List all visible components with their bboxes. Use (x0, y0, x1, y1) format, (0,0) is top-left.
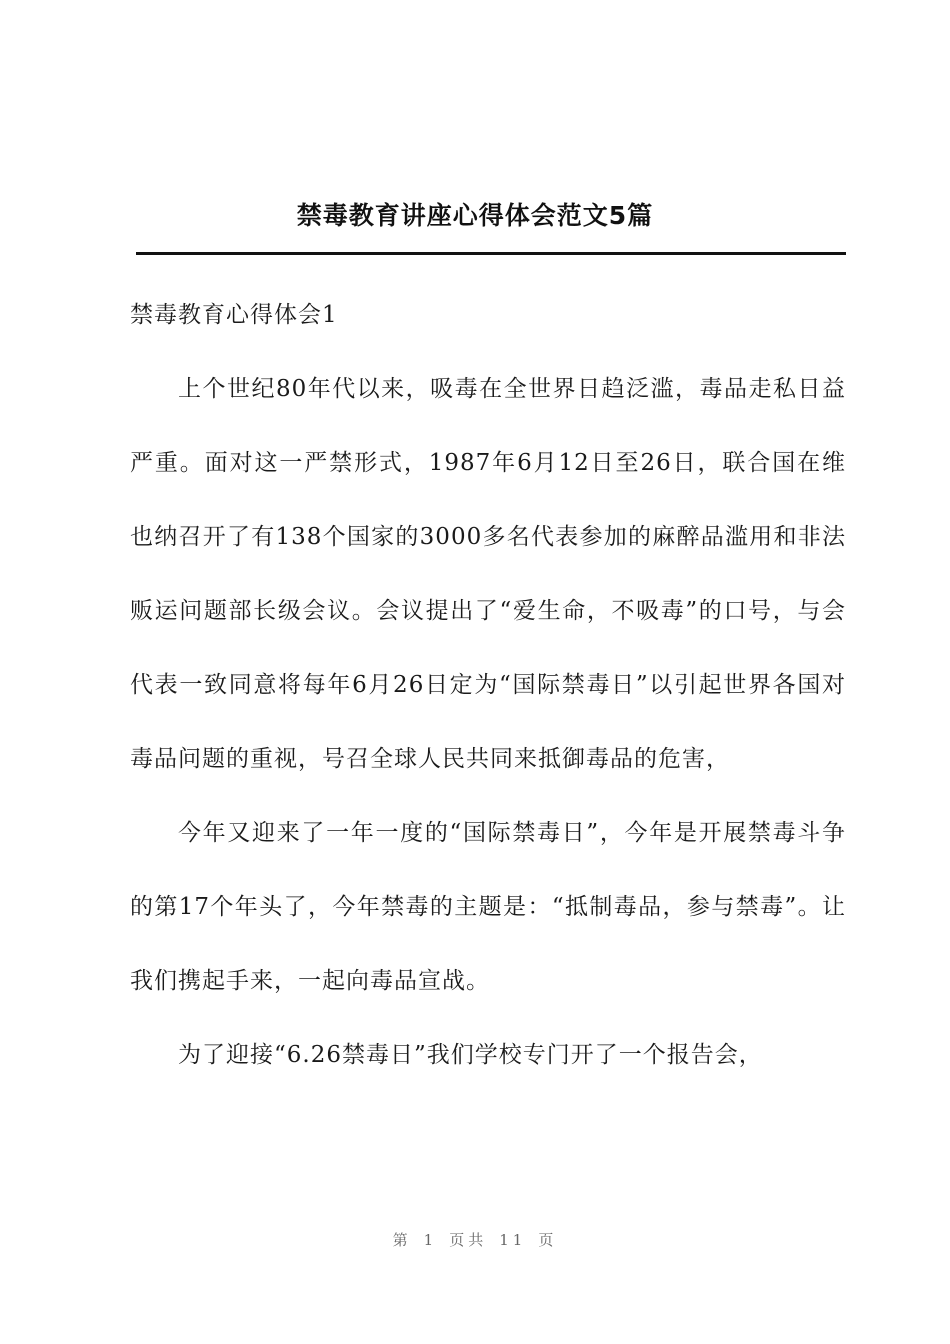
paragraph-1: 上个世纪80年代以来，吸毒在全世界日趋泛滥，毒品走私日益严重。面对这一严禁形式，1987年6月12日至26日，联合国在维也纳召开了有138个国家的3000多名代表参加的麻醉品滥用和非法贩运问题部长级会议。会议提出了“爱生命，不吸毒”的口号，与会代表一致同意将每年6月26日定为“国际禁毒日”以引起世界各国对毒品问题的重视，号召全球人民共同来抵御毒品的危害， (130, 376, 846, 772)
paragraph-3: 为了迎接“6.26禁毒日”我们学校专门开了一个报告会， (178, 1042, 763, 1068)
footer-middle: 页共 (449, 1231, 488, 1249)
page-footer (0, 1229, 950, 1250)
footer-total-pages: 11 (499, 1231, 527, 1249)
footer-suffix: 页 (538, 1231, 558, 1249)
section-heading: 禁毒教育心得体会1 (130, 302, 338, 328)
footer-prefix: 第 (392, 1231, 412, 1249)
paragraph-2: 今年又迎来了一年一度的“国际禁毒日”，今年是开展禁毒斗争的第17个年头了，今年禁毒的主题是：“抵制毒品，参与禁毒”。让我们携起手来，一起向毒品宣战。 (130, 820, 846, 994)
document-body (130, 278, 846, 1092)
title-divider (136, 252, 846, 255)
document-title: 禁毒教育讲座心得体会范文5篇 (296, 201, 654, 230)
footer-page-number: 1 (423, 1231, 438, 1249)
